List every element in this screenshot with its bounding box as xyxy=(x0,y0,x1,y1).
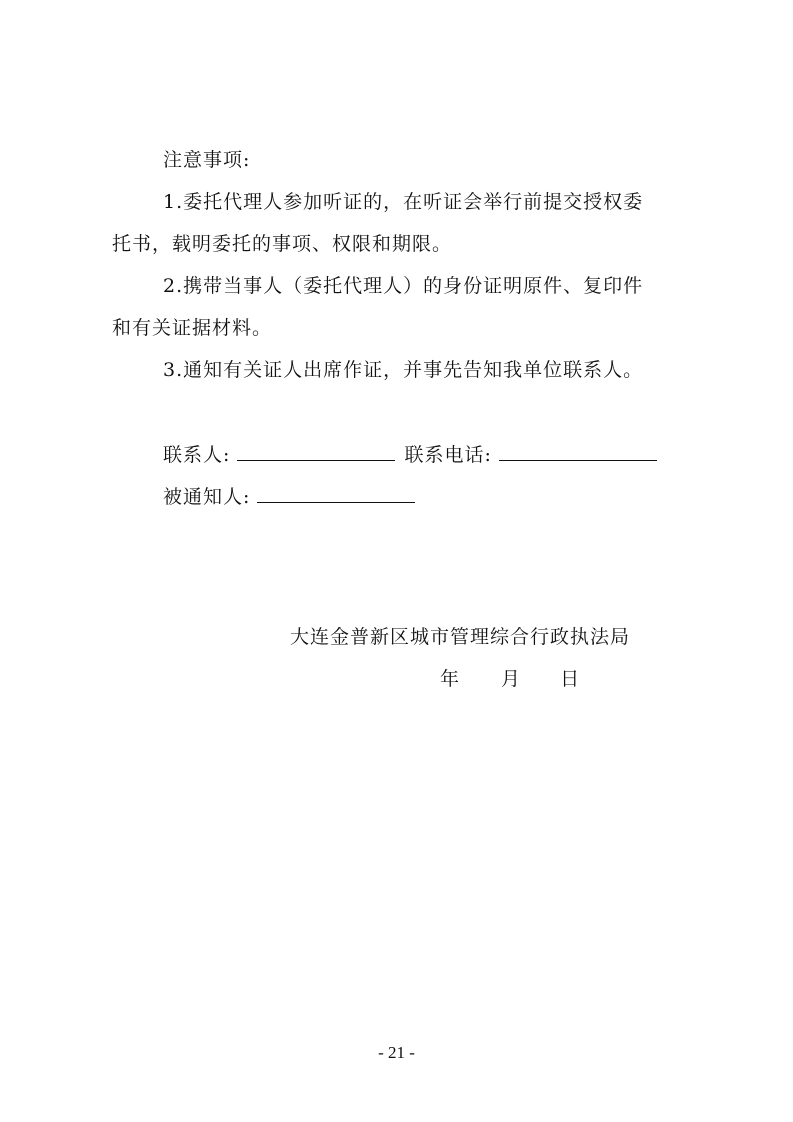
contact-person-label: 联系人: xyxy=(163,444,231,466)
notes-heading: 注意事项: xyxy=(163,149,251,171)
note-item-1-line-1: 1.委托代理人参加听证的，在听证会举行前提交授权委 xyxy=(163,191,644,213)
month-label: 月 xyxy=(501,668,522,690)
issuing-authority: 大连金普新区城市管理综合行政执法局 xyxy=(290,626,631,648)
date-line xyxy=(440,667,580,691)
notified-person-label: 被通知人: xyxy=(163,486,251,508)
day-label: 日 xyxy=(560,668,581,690)
notified-person-row xyxy=(163,482,417,509)
contact-phone-blank xyxy=(499,440,657,461)
contact-row xyxy=(163,440,659,467)
notified-person-blank xyxy=(257,482,415,503)
note-item-2-line-1: 2.携带当事人（委托代理人）的身份证明原件、复印件 xyxy=(163,275,644,297)
year-label: 年 xyxy=(440,668,461,690)
page-number: - 21 - xyxy=(378,1043,415,1062)
note-item-3: 3.通知有关证人出席作证，并事先告知我单位联系人。 xyxy=(163,359,644,381)
contact-phone-label: 联系电话: xyxy=(404,444,492,466)
note-item-1-line-2: 托书，载明委托的事项、权限和期限。 xyxy=(112,233,453,255)
contact-person-blank xyxy=(237,440,395,461)
note-item-2-line-2: 和有关证据材料。 xyxy=(112,317,273,339)
